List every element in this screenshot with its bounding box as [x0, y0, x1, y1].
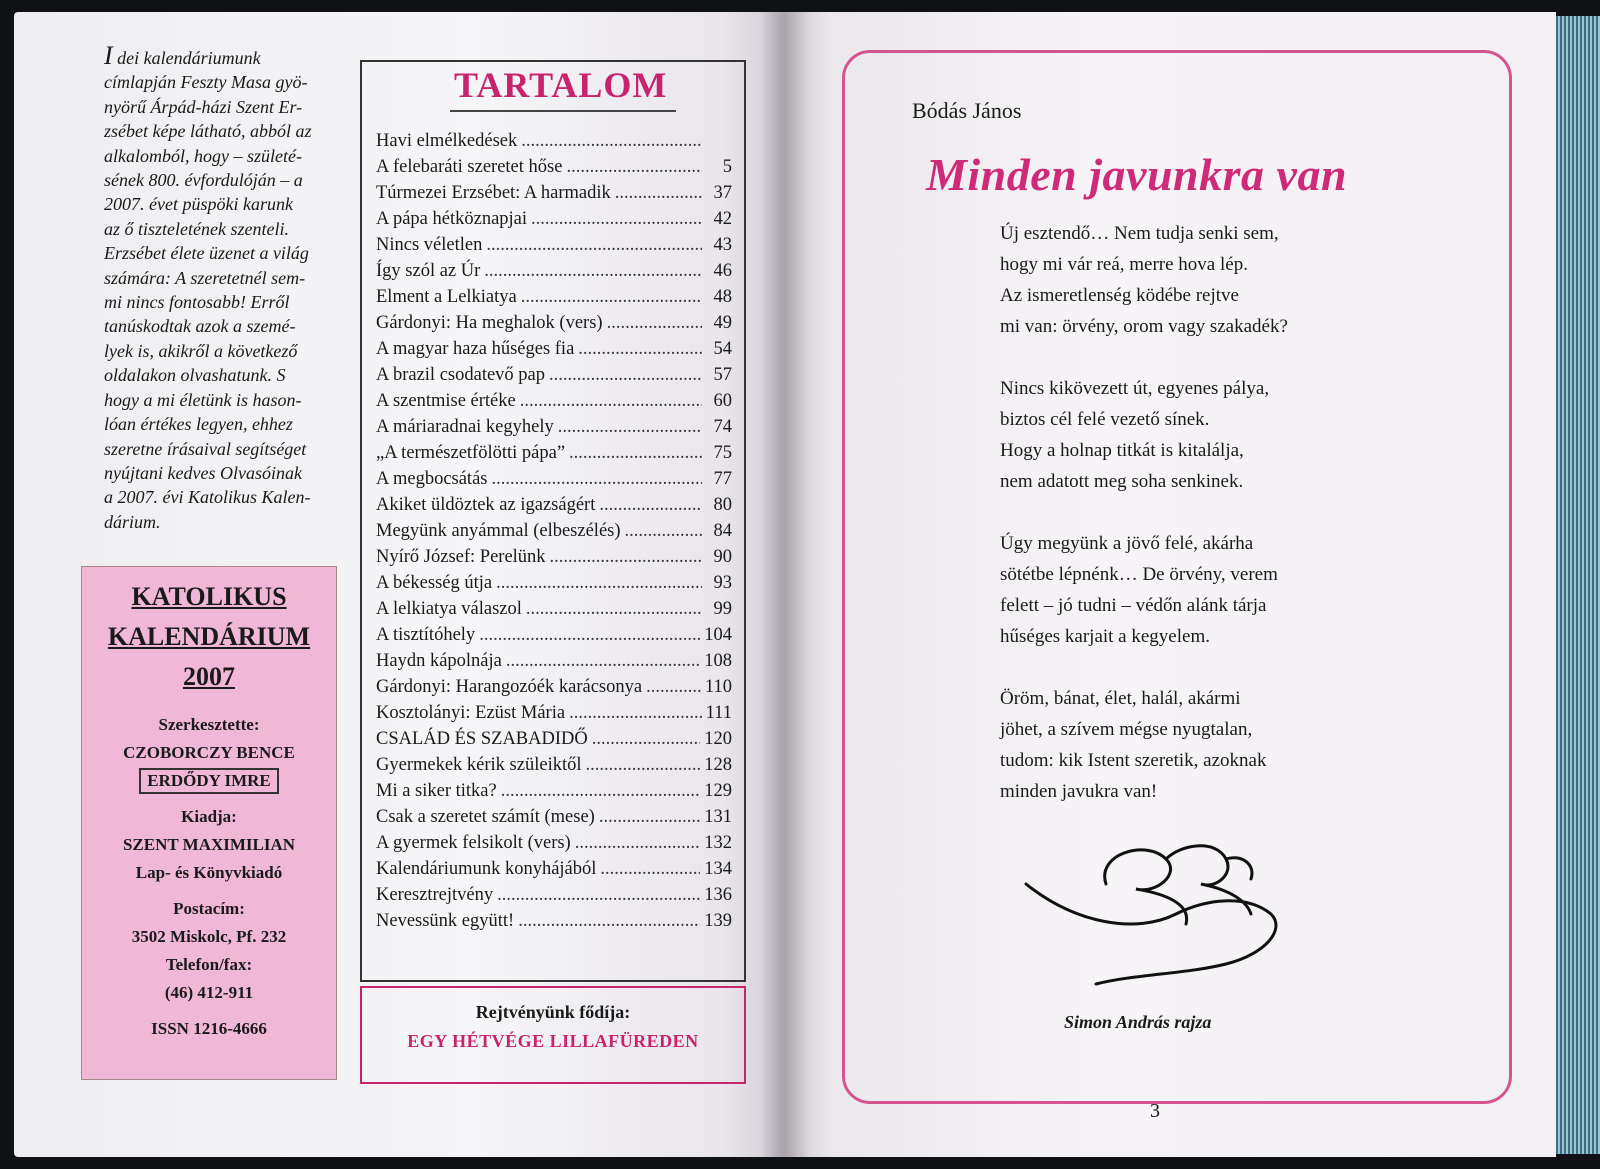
- intro-line: lyek is, akikről a következő: [104, 340, 298, 361]
- toc-item: [376, 830, 732, 856]
- toc-item: [376, 908, 732, 934]
- toc-item-title: Gyermekek kérik szüleiktől: [376, 755, 582, 775]
- toc-item-title: Túrmezei Erzsébet: A harmadik: [376, 183, 611, 203]
- page-edge: [1556, 16, 1600, 1154]
- toc-item-page: 128: [704, 755, 732, 775]
- toc-item: [376, 752, 732, 778]
- toc-leader: [497, 882, 700, 908]
- toc-item: [376, 882, 732, 908]
- prize-box: [360, 986, 746, 1084]
- publisher-name: SZENT MAXIMILIAN: [122, 835, 296, 854]
- toc-item: [376, 622, 732, 648]
- poem-stanza: [1000, 683, 1420, 807]
- poem-line: nem adatott meg soha senkinek.: [1000, 471, 1244, 492]
- intro-line: Erzsébet élete üzenet a világ: [104, 243, 309, 264]
- drop-cap: I: [104, 41, 113, 70]
- toc-item-title: A pápa hétköznapjai: [376, 209, 528, 229]
- toc-leader: [479, 622, 700, 648]
- issn: ISSN 1216-4666: [151, 1019, 267, 1038]
- toc-item-title: Keresztrejtvény: [376, 885, 494, 905]
- calendar-title-line1: KATOLIKUS: [131, 582, 287, 611]
- toc-leader: [607, 310, 702, 336]
- toc-item: [376, 154, 732, 180]
- toc-item-page: 134: [704, 859, 732, 879]
- toc-leader: [625, 518, 702, 544]
- intro-line-text: dei kalendáriumunk: [112, 48, 261, 68]
- intro-line: szeretne írásaival segítséget: [104, 438, 307, 459]
- toc-leader: [566, 154, 702, 180]
- toc-item: [376, 180, 732, 206]
- toc-item: [376, 206, 732, 232]
- toc-item-title: A felebaráti szeretet hőse: [376, 157, 563, 177]
- toc-item-title: A megbocsátás: [376, 469, 488, 489]
- toc-leader: [600, 856, 700, 882]
- toc-item-page: 48: [713, 287, 732, 307]
- intro-line: tanúskodtak azok a szemé-: [104, 316, 296, 337]
- toc-item: [376, 726, 732, 752]
- poem-line: mi van: örvény, orom vagy szakadék?: [1000, 316, 1288, 337]
- toc-item-page: 46: [713, 261, 732, 281]
- toc-leader: [646, 674, 701, 700]
- toc-leader: [569, 440, 702, 466]
- poem-line: jöhet, a szívem mégse nyugtalan,: [1000, 719, 1253, 740]
- toc-item-page: 42: [713, 209, 732, 229]
- toc-item-title: A máriaradnai kegyhely: [376, 417, 554, 437]
- toc-leader: [550, 544, 702, 570]
- toc-item-page: 60: [713, 391, 732, 411]
- toc-item-title: A lelkiatya válaszol: [376, 599, 522, 619]
- toc-leader: [486, 232, 702, 258]
- poem-line: felett – jó tudni – védőn alánk tárja: [1000, 595, 1267, 616]
- toc-item: [376, 674, 732, 700]
- toc-item-page: 99: [713, 599, 732, 619]
- poem-line: Az ismeretlenség ködébe rejtve: [1000, 285, 1239, 306]
- poem-line: hűséges karjait a kegyelem.: [1000, 626, 1210, 647]
- toc-item-title: Kalendáriumunk konyhájából: [376, 859, 597, 879]
- toc-item: [376, 128, 732, 154]
- toc-item: [376, 388, 732, 414]
- phone-number: (46) 412-911: [164, 983, 254, 1002]
- toc-item: [376, 284, 732, 310]
- toc-item: [376, 856, 732, 882]
- toc-leader: [501, 778, 701, 804]
- dove-drawing: [1016, 834, 1306, 994]
- toc-leader: [615, 180, 702, 206]
- intro-line: 2007. évet püspöki karunk: [104, 194, 293, 215]
- toc-item: [376, 362, 732, 388]
- toc-leader: [578, 336, 702, 362]
- toc-leader: [592, 726, 701, 752]
- toc-item-page: 57: [713, 365, 732, 385]
- toc-item-page: 37: [713, 183, 732, 203]
- toc-item-page: 74: [713, 417, 732, 437]
- intro-line: lóan értékes legyen, ehhez: [104, 414, 293, 435]
- intro-line: nyörű Árpád-házi Szent Er-: [104, 96, 303, 117]
- toc-item-page: 108: [704, 651, 732, 671]
- poem-line: hogy mi vár reá, merre hova lép.: [1000, 254, 1248, 275]
- toc-item-title: Haydn kápolnája: [376, 651, 502, 671]
- book-spine: [760, 12, 810, 1157]
- toc-item-page: 43: [713, 235, 732, 255]
- toc-item-page: 120: [704, 729, 732, 749]
- toc-item-page: 80: [713, 495, 732, 515]
- toc-item-page: 110: [704, 677, 732, 697]
- toc-leader: [484, 258, 702, 284]
- publisher-info-box: [81, 566, 337, 1080]
- intro-line: az ő tiszteletének szenteli.: [104, 218, 289, 239]
- calendar-year: 2007: [183, 662, 235, 691]
- toc-leader: [526, 596, 702, 622]
- toc-item: [376, 700, 732, 726]
- toc-item-page: 129: [704, 781, 732, 801]
- toc-leader: [531, 206, 702, 232]
- toc-leader: [521, 284, 702, 310]
- toc-item-title: Kosztolányi: Ezüst Mária: [376, 703, 566, 723]
- intro-paragraph: [104, 41, 332, 534]
- prize-title: Rejtvényünk fődíja:: [475, 1002, 631, 1022]
- toc-item-title: Nevessünk együtt!: [376, 911, 515, 931]
- postal-label: Postacím:: [173, 899, 245, 918]
- toc-item: [376, 466, 732, 492]
- toc-item-page: 93: [713, 573, 732, 593]
- poem-line: minden javukra van!: [1000, 781, 1158, 802]
- toc-item: [376, 232, 732, 258]
- toc-item-title: Havi elmélkedések: [376, 131, 518, 151]
- toc-item: [376, 414, 732, 440]
- toc-item-page: 54: [713, 339, 732, 359]
- toc-item: [376, 778, 732, 804]
- poem-line: tudom: kik Istent szeretik, azoknak: [1000, 750, 1267, 771]
- poem-line: Úgy megyünk a jövő felé, akárha: [1000, 533, 1254, 554]
- poem-line: sötétbe lépnénk… De örvény, verem: [1000, 564, 1278, 585]
- toc-leader: [506, 648, 700, 674]
- toc-item-page: 5: [722, 157, 732, 177]
- publisher-sub: Lap- és Könyvkiadó: [135, 863, 283, 882]
- toc-item: [376, 492, 732, 518]
- publisher-label: Kiadja:: [181, 807, 237, 826]
- toc-item: [376, 804, 732, 830]
- toc-item-page: 139: [704, 911, 732, 931]
- toc-item-title: CSALÁD ÉS SZABADIDŐ: [376, 729, 588, 749]
- toc-item-title: Akiket üldöztek az igazságért: [376, 495, 596, 515]
- toc-item-page: 132: [704, 833, 732, 853]
- intro-line: a 2007. évi Katolikus Kalen-: [104, 487, 311, 508]
- poem-stanza: [1000, 218, 1420, 342]
- poem-line: Nincs kikövezett út, egyenes pálya,: [1000, 378, 1270, 399]
- edited-label: Szerkesztette:: [158, 715, 260, 734]
- prize-text: EGY HÉTVÉGE LILLAFÜREDEN: [407, 1031, 699, 1051]
- toc-item: [376, 648, 732, 674]
- toc-leader: [569, 700, 702, 726]
- editor-2: ERDŐDY IMRE: [139, 768, 279, 794]
- poem-body: [1000, 218, 1420, 838]
- editor-1: CZOBORCZY BENCE: [123, 743, 295, 762]
- toc-item-title: A brazil csodatevő pap: [376, 365, 546, 385]
- toc-item-title: Elment a Lelkiatya: [376, 287, 517, 307]
- toc-list: [376, 128, 732, 934]
- intro-line: számára: A szeretetnél sem-: [104, 267, 306, 288]
- toc-leader: [520, 388, 702, 414]
- intro-line: nyújtani kedves Olvasóinak: [104, 462, 302, 483]
- intro-line: zsébet képe látható, abból az: [104, 121, 312, 142]
- toc-item: [376, 570, 732, 596]
- toc-item: [376, 544, 732, 570]
- toc-item-page: 136: [704, 885, 732, 905]
- intro-line: mi nincs fontosabb! Erről: [104, 292, 290, 313]
- postal-address: 3502 Miskolc, Pf. 232: [131, 927, 287, 946]
- toc-item-title: Nincs véletlen: [376, 235, 483, 255]
- toc-item-title: A békesség útja: [376, 573, 493, 593]
- toc-leader: [549, 362, 702, 388]
- toc-item-page: 75: [713, 443, 732, 463]
- toc-item-title: A gyermek felsikolt (vers): [376, 833, 571, 853]
- intro-line: oldalakon olvashatunk. S: [104, 365, 286, 386]
- toc-item: [376, 518, 732, 544]
- toc-item-title: A magyar haza hűséges fia: [376, 339, 575, 359]
- poem-stanza: [1000, 373, 1420, 497]
- toc-leader: [575, 830, 701, 856]
- toc-item-title: Megyünk anyámmal (elbeszélés): [376, 521, 621, 541]
- toc-heading: TARTALOM: [454, 65, 668, 105]
- phone-label: Telefon/fax:: [165, 955, 253, 974]
- intro-line: alkalomból, hogy – születé-: [104, 145, 302, 166]
- toc-item-page: 111: [705, 703, 732, 723]
- toc-item-page: 90: [713, 547, 732, 567]
- toc-item-title: Nyírő József: Perelünk: [376, 547, 546, 567]
- toc-item-title: Mi a siker titka?: [376, 781, 497, 801]
- toc-leader: [586, 752, 701, 778]
- poem-title: Minden javunkra van: [926, 149, 1348, 200]
- toc-item-title: Gárdonyi: Harangozóék karácsonya: [376, 677, 643, 697]
- poem-line: biztos cél felé vezető sínek.: [1000, 409, 1210, 430]
- poem-author: Bódás János: [912, 98, 1022, 123]
- toc-item-title: Csak a szeretet számít (mese): [376, 807, 595, 827]
- poem-line: Új esztendő… Nem tudja senki sem,: [1000, 223, 1279, 244]
- toc-item-title: A tisztítóhely: [376, 625, 476, 645]
- intro-line: hogy a mi életünk is hason-: [104, 389, 302, 410]
- toc-leader: [496, 570, 702, 596]
- intro-line: dárium.: [104, 511, 161, 532]
- toc-item-page: 131: [704, 807, 732, 827]
- toc-item-title: Így szól az Úr: [376, 261, 481, 281]
- toc-item-page: 84: [713, 521, 732, 541]
- toc-item-title: „A természetfölötti pápa”: [376, 443, 566, 463]
- toc-item-title: A szentmise értéke: [376, 391, 516, 411]
- page-number: 3: [1150, 1100, 1160, 1122]
- poem-line: Öröm, bánat, élet, halál, akármi: [1000, 688, 1241, 709]
- toc-item: [376, 596, 732, 622]
- toc-leader: [599, 492, 702, 518]
- toc-leader: [518, 908, 700, 934]
- toc-item-page: 49: [713, 313, 732, 333]
- toc-leader: [492, 466, 703, 492]
- intro-line: [104, 41, 332, 70]
- intro-line: sének 800. évfordulóján – a: [104, 170, 303, 191]
- calendar-title-line2: KALENDÁRIUM: [107, 622, 311, 651]
- drawing-caption: Simon András rajza: [1064, 1012, 1212, 1032]
- intro-line: címlapján Feszty Masa gyö-: [104, 72, 308, 93]
- toc-item: [376, 258, 732, 284]
- toc-item: [376, 440, 732, 466]
- toc-leader: [521, 128, 702, 154]
- toc-item-title: Gárdonyi: Ha meghalok (vers): [376, 313, 603, 333]
- poem-line: Hogy a holnap titkát is kitalálja,: [1000, 440, 1244, 461]
- toc-item: [376, 310, 732, 336]
- toc-item-page: 104: [704, 625, 732, 645]
- toc-leader: [599, 804, 700, 830]
- toc-heading-underline: [450, 110, 676, 112]
- toc-item: [376, 336, 732, 362]
- poem-stanza: [1000, 528, 1420, 652]
- toc-leader: [558, 414, 702, 440]
- toc-item-page: 77: [713, 469, 732, 489]
